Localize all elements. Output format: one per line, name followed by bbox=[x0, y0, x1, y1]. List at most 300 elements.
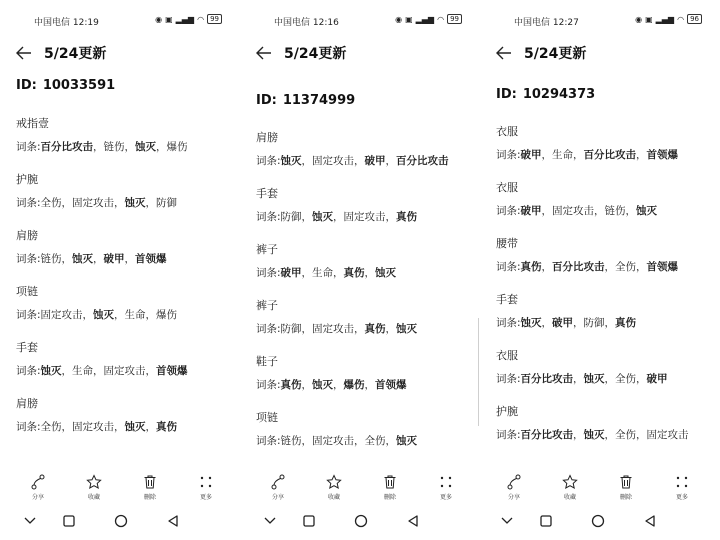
stat-tag: 首领爆 bbox=[646, 149, 679, 161]
stat-tag: 破甲 bbox=[520, 149, 542, 161]
stat-tag: 蚀灭 bbox=[93, 309, 115, 321]
item-stats bbox=[256, 266, 472, 280]
stats-prefix: 词条: bbox=[16, 197, 41, 209]
stat-separator: ， bbox=[364, 379, 376, 391]
stat-tag: 蚀灭 bbox=[312, 211, 334, 223]
list-item bbox=[16, 117, 232, 173]
square-recent-icon[interactable] bbox=[300, 512, 318, 530]
signal-icon: ▂▄▆ bbox=[655, 14, 675, 24]
stat-tag: 全伤 bbox=[615, 429, 637, 441]
more-label: 更多 bbox=[439, 494, 452, 501]
item-list bbox=[16, 117, 232, 453]
stat-separator: ， bbox=[604, 261, 616, 273]
status-icons bbox=[395, 14, 462, 24]
list-item bbox=[256, 131, 472, 187]
item-list bbox=[256, 131, 472, 467]
stat-separator: ， bbox=[604, 373, 616, 385]
stat-tag: 真伤 bbox=[343, 267, 365, 279]
stat-separator: ， bbox=[636, 373, 647, 385]
delete-button[interactable] bbox=[370, 474, 410, 501]
list-item bbox=[16, 229, 232, 285]
stat-separator: ， bbox=[354, 155, 365, 167]
triangle-back-icon[interactable] bbox=[404, 512, 422, 530]
stat-separator: ， bbox=[61, 365, 73, 377]
stat-separator: ， bbox=[333, 379, 344, 391]
bottom-toolbar bbox=[240, 474, 478, 502]
share-icon bbox=[30, 474, 46, 490]
stat-separator: ， bbox=[541, 149, 553, 161]
share-button[interactable] bbox=[18, 474, 58, 501]
list-item bbox=[16, 173, 232, 229]
item-stats bbox=[496, 204, 712, 218]
stat-tag: 蚀灭 bbox=[312, 379, 334, 391]
item-name: 衣服 bbox=[496, 125, 518, 138]
stat-tag: 首领爆 bbox=[156, 365, 188, 377]
share-label: 分享 bbox=[507, 494, 520, 501]
status-bar bbox=[240, 14, 478, 28]
stat-tag: 蚀灭 bbox=[124, 421, 146, 433]
favorite-label: 收藏 bbox=[87, 494, 100, 501]
stat-tag: 真伤 bbox=[364, 323, 386, 335]
stat-separator: ， bbox=[541, 317, 553, 329]
status-bar bbox=[480, 14, 718, 28]
stat-separator: ， bbox=[333, 267, 344, 279]
stat-separator: ， bbox=[145, 309, 157, 321]
stat-separator: ， bbox=[385, 211, 397, 223]
stat-tag: 防御 bbox=[280, 323, 302, 335]
stats-prefix: 词条: bbox=[496, 149, 521, 161]
item-name: 项链 bbox=[16, 285, 38, 298]
nfc-icon: ▣ bbox=[405, 14, 413, 24]
panel-divider bbox=[478, 318, 479, 426]
stat-separator: ， bbox=[573, 149, 584, 161]
item-stats bbox=[256, 322, 472, 336]
stat-separator: ， bbox=[301, 211, 313, 223]
share-button[interactable] bbox=[258, 474, 298, 501]
stat-tag: 固定攻击 bbox=[103, 365, 146, 377]
more-button[interactable] bbox=[426, 474, 466, 501]
stat-separator: ， bbox=[124, 141, 136, 153]
stats-prefix: 词条: bbox=[256, 435, 281, 447]
list-item bbox=[256, 243, 472, 299]
more-label: 更多 bbox=[199, 494, 212, 501]
stat-tag: 链伤 bbox=[40, 253, 62, 265]
item-name: 鞋子 bbox=[256, 355, 278, 368]
header bbox=[14, 42, 106, 64]
stats-prefix: 词条: bbox=[16, 309, 41, 321]
stat-tag: 蚀灭 bbox=[124, 197, 146, 209]
stat-separator: ， bbox=[604, 429, 616, 441]
stat-tag: 全伤 bbox=[615, 373, 637, 385]
stat-separator: ， bbox=[93, 141, 104, 153]
system-navbar bbox=[240, 512, 478, 530]
item-name: 裤子 bbox=[256, 243, 278, 256]
stat-separator: ， bbox=[385, 323, 397, 335]
stat-tag: 全伤 bbox=[615, 261, 637, 273]
delete-label: 删除 bbox=[383, 494, 396, 501]
id-value: 11374999 bbox=[282, 93, 356, 108]
stat-separator: ， bbox=[301, 323, 313, 335]
delete-button[interactable] bbox=[606, 474, 646, 501]
stat-separator: ， bbox=[573, 373, 584, 385]
stat-separator: ， bbox=[145, 197, 157, 209]
stat-tag: 破甲 bbox=[520, 205, 542, 217]
stat-tag: 蚀灭 bbox=[72, 253, 94, 265]
stat-tag: 破甲 bbox=[280, 267, 302, 279]
stat-tag: 首领爆 bbox=[646, 261, 679, 273]
triangle-back-icon[interactable] bbox=[164, 512, 182, 530]
item-stats bbox=[16, 420, 232, 434]
list-item bbox=[496, 349, 712, 405]
stats-prefix: 词条: bbox=[256, 211, 281, 223]
list-item bbox=[496, 181, 712, 237]
stat-tag: 固定攻击 bbox=[40, 309, 83, 321]
item-name: 肩膀 bbox=[16, 397, 38, 410]
system-navbar bbox=[0, 512, 238, 530]
stat-separator: ， bbox=[636, 429, 647, 441]
chevron-down-icon[interactable] bbox=[261, 512, 279, 530]
stat-separator: ， bbox=[573, 317, 584, 329]
stats-prefix: 词条: bbox=[16, 421, 41, 433]
stat-tag: 固定攻击 bbox=[552, 205, 595, 217]
screenshot-panel-3 bbox=[480, 0, 718, 540]
circle-home-icon[interactable] bbox=[112, 512, 130, 530]
item-stats bbox=[256, 154, 472, 168]
stats-prefix: 词条: bbox=[16, 365, 41, 377]
stat-separator: ， bbox=[541, 261, 553, 273]
list-item bbox=[256, 187, 472, 243]
stat-tag: 全伤 bbox=[40, 421, 62, 433]
stat-separator: ， bbox=[114, 421, 125, 433]
item-name: 肩膀 bbox=[256, 131, 278, 144]
more-dots-icon bbox=[674, 474, 690, 490]
stat-tag: 蚀灭 bbox=[520, 317, 542, 329]
star-icon bbox=[562, 474, 578, 490]
stat-tag: 固定攻击 bbox=[646, 429, 689, 441]
list-item bbox=[256, 355, 472, 411]
trash-icon bbox=[142, 474, 158, 490]
nfc-icon: ▣ bbox=[645, 14, 653, 24]
stat-tag: 固定攻击 bbox=[72, 421, 115, 433]
item-stats bbox=[16, 364, 232, 378]
more-dots-icon bbox=[198, 474, 214, 490]
square-recent-icon[interactable] bbox=[60, 512, 78, 530]
status-icons bbox=[635, 14, 702, 24]
stat-tag: 全伤 bbox=[364, 435, 386, 447]
arrow-left-icon[interactable] bbox=[14, 43, 34, 63]
stats-prefix: 词条: bbox=[256, 323, 281, 335]
id-label: ID: bbox=[16, 78, 37, 93]
item-name: 项链 bbox=[256, 411, 278, 424]
share-icon bbox=[270, 474, 286, 490]
list-item bbox=[256, 411, 472, 467]
stat-separator: ， bbox=[114, 197, 125, 209]
page-title: 5/24更新 bbox=[44, 46, 107, 62]
stat-separator: ， bbox=[636, 149, 647, 161]
item-stats bbox=[256, 378, 472, 392]
circle-home-icon[interactable] bbox=[352, 512, 370, 530]
stat-tag: 防御 bbox=[156, 197, 178, 209]
list-item bbox=[496, 405, 712, 461]
stat-tag: 固定攻击 bbox=[343, 211, 386, 223]
stats-prefix: 词条: bbox=[16, 253, 41, 265]
stat-tag: 真伤 bbox=[615, 317, 637, 329]
stat-separator: ， bbox=[385, 435, 397, 447]
list-item bbox=[16, 285, 232, 341]
trash-icon bbox=[382, 474, 398, 490]
stat-tag: 固定攻击 bbox=[312, 155, 355, 167]
stat-separator: ， bbox=[156, 141, 167, 153]
nfc-icon: ▣ bbox=[165, 14, 173, 24]
stat-separator: ， bbox=[145, 365, 157, 377]
stat-tag: 真伤 bbox=[520, 261, 542, 273]
status-icons bbox=[155, 14, 222, 24]
stat-tag: 生命 bbox=[312, 267, 334, 279]
stat-tag: 生命 bbox=[552, 149, 574, 161]
share-label: 分享 bbox=[271, 494, 284, 501]
stats-prefix: 词条: bbox=[256, 379, 281, 391]
list-item bbox=[256, 299, 472, 355]
stat-tag: 破甲 bbox=[552, 317, 574, 329]
stat-tag: 爆伤 bbox=[166, 141, 188, 153]
list-item bbox=[496, 125, 712, 181]
wifi-icon: ◠ bbox=[437, 14, 445, 24]
star-icon bbox=[86, 474, 102, 490]
favorite-button[interactable] bbox=[74, 474, 114, 501]
item-name: 裤子 bbox=[256, 299, 278, 312]
favorite-label: 收藏 bbox=[327, 494, 340, 501]
item-stats bbox=[496, 428, 712, 442]
item-name: 衣服 bbox=[496, 181, 518, 194]
item-stats bbox=[16, 140, 232, 154]
id-value: 10294373 bbox=[522, 87, 596, 102]
stat-separator: ， bbox=[301, 435, 313, 447]
stat-tag: 百分比攻击 bbox=[520, 373, 574, 385]
stat-tag: 固定攻击 bbox=[312, 323, 355, 335]
stat-tag: 爆伤 bbox=[156, 309, 178, 321]
stat-separator: ， bbox=[625, 205, 637, 217]
stat-separator: ， bbox=[354, 323, 365, 335]
item-list bbox=[496, 125, 712, 461]
delete-label: 删除 bbox=[143, 494, 156, 501]
stat-tag: 蚀灭 bbox=[396, 323, 418, 335]
header bbox=[254, 42, 346, 64]
id-line bbox=[256, 93, 361, 108]
item-stats bbox=[496, 372, 712, 386]
stat-separator: ， bbox=[114, 309, 125, 321]
stat-tag: 蚀灭 bbox=[280, 155, 302, 167]
eye-icon: ◉ bbox=[635, 14, 643, 24]
stat-separator: ， bbox=[301, 155, 313, 167]
stat-tag: 真伤 bbox=[156, 421, 178, 433]
stat-separator: ， bbox=[604, 317, 616, 329]
stat-tag: 固定攻击 bbox=[312, 435, 355, 447]
chevron-down-icon[interactable] bbox=[21, 512, 39, 530]
stat-separator: ， bbox=[93, 365, 104, 377]
stats-prefix: 词条: bbox=[256, 267, 281, 279]
stat-separator: ， bbox=[301, 267, 313, 279]
stat-tag: 百分比攻击 bbox=[520, 429, 574, 441]
page-title: 5/24更新 bbox=[284, 46, 347, 62]
list-item bbox=[496, 293, 712, 349]
more-button[interactable] bbox=[186, 474, 226, 501]
stat-tag: 百分比攻击 bbox=[552, 261, 605, 273]
wifi-icon: ◠ bbox=[197, 14, 205, 24]
circle-home-icon[interactable] bbox=[589, 512, 607, 530]
item-name: 手套 bbox=[256, 187, 278, 200]
battery-icon: 99 bbox=[207, 14, 222, 24]
item-name: 腰带 bbox=[496, 237, 518, 250]
stat-separator: ， bbox=[61, 197, 73, 209]
item-stats bbox=[496, 260, 712, 274]
stat-tag: 生命 bbox=[72, 365, 94, 377]
arrow-left-icon[interactable] bbox=[254, 43, 274, 63]
screenshot-panel-1 bbox=[0, 0, 238, 540]
stat-tag: 链伤 bbox=[103, 141, 125, 153]
stat-tag: 百分比攻击 bbox=[40, 141, 94, 153]
stat-separator: ， bbox=[61, 421, 73, 433]
stats-prefix: 词条: bbox=[16, 141, 41, 153]
stat-tag: 爆伤 bbox=[343, 379, 365, 391]
stat-separator: ， bbox=[61, 253, 73, 265]
delete-button[interactable] bbox=[130, 474, 170, 501]
item-name: 手套 bbox=[16, 341, 38, 354]
stat-separator: ， bbox=[541, 205, 553, 217]
favorite-button[interactable] bbox=[314, 474, 354, 501]
stats-prefix: 词条: bbox=[496, 317, 521, 329]
stat-tag: 真伤 bbox=[396, 211, 418, 223]
stat-tag: 蚀灭 bbox=[396, 435, 418, 447]
stat-tag: 蚀灭 bbox=[583, 373, 605, 385]
item-stats bbox=[16, 196, 232, 210]
stat-separator: ， bbox=[93, 253, 104, 265]
header bbox=[494, 42, 586, 64]
stat-tag: 全伤 bbox=[40, 197, 62, 209]
favorite-button[interactable] bbox=[550, 474, 590, 501]
stats-prefix: 词条: bbox=[496, 261, 521, 273]
stat-separator: ， bbox=[385, 155, 397, 167]
stat-separator: ， bbox=[124, 253, 136, 265]
stat-tag: 破甲 bbox=[103, 253, 125, 265]
signal-icon: ▂▄▆ bbox=[415, 14, 435, 24]
system-navbar bbox=[480, 512, 718, 530]
item-stats bbox=[16, 308, 232, 322]
item-stats bbox=[496, 316, 712, 330]
stat-tag: 防御 bbox=[583, 317, 605, 329]
signal-icon: ▂▄▆ bbox=[175, 14, 195, 24]
status-time: 中国电信 12:19 bbox=[34, 18, 99, 28]
stat-tag: 百分比攻击 bbox=[583, 149, 637, 161]
stats-prefix: 词条: bbox=[256, 155, 281, 167]
stat-separator: ， bbox=[301, 379, 313, 391]
stat-tag: 蚀灭 bbox=[636, 205, 658, 217]
more-label: 更多 bbox=[675, 494, 688, 501]
more-dots-icon bbox=[438, 474, 454, 490]
item-name: 手套 bbox=[496, 293, 518, 306]
status-time: 中国电信 12:16 bbox=[274, 18, 339, 28]
status-bar bbox=[0, 14, 238, 28]
item-name: 戒指壹 bbox=[16, 117, 49, 130]
stat-tag: 蚀灭 bbox=[40, 365, 62, 377]
favorite-label: 收藏 bbox=[563, 494, 576, 501]
stat-separator: ， bbox=[594, 205, 605, 217]
stat-separator: ， bbox=[354, 435, 365, 447]
battery-icon: 96 bbox=[687, 14, 702, 24]
id-label: ID: bbox=[256, 93, 277, 108]
bottom-toolbar bbox=[480, 474, 718, 502]
status-time: 中国电信 12:27 bbox=[514, 18, 579, 28]
stats-prefix: 词条: bbox=[496, 373, 521, 385]
stat-tag: 固定攻击 bbox=[72, 197, 115, 209]
eye-icon: ◉ bbox=[395, 14, 403, 24]
id-line bbox=[496, 87, 601, 102]
stat-separator: ， bbox=[636, 261, 647, 273]
item-name: 衣服 bbox=[496, 349, 518, 362]
stat-tag: 蚀灭 bbox=[135, 141, 157, 153]
page-title: 5/24更新 bbox=[524, 46, 587, 62]
square-recent-icon[interactable] bbox=[537, 512, 555, 530]
delete-label: 删除 bbox=[619, 494, 632, 501]
stats-prefix: 词条: bbox=[496, 205, 521, 217]
list-item bbox=[16, 341, 232, 397]
stat-separator: ， bbox=[364, 267, 376, 279]
item-stats bbox=[496, 148, 712, 162]
bottom-toolbar bbox=[0, 474, 238, 502]
stat-tag: 首领爆 bbox=[135, 253, 167, 265]
item-stats bbox=[16, 252, 232, 266]
star-icon bbox=[326, 474, 342, 490]
item-name: 护腕 bbox=[16, 173, 38, 186]
chevron-down-icon[interactable] bbox=[498, 512, 516, 530]
triangle-back-icon[interactable] bbox=[641, 512, 659, 530]
item-stats bbox=[256, 434, 472, 448]
share-button[interactable] bbox=[494, 474, 534, 501]
stat-tag: 链伤 bbox=[604, 205, 626, 217]
item-name: 肩膀 bbox=[16, 229, 38, 242]
id-label: ID: bbox=[496, 87, 517, 102]
wifi-icon: ◠ bbox=[677, 14, 685, 24]
eye-icon: ◉ bbox=[155, 14, 163, 24]
stat-tag: 破甲 bbox=[646, 373, 668, 385]
id-value: 10033591 bbox=[42, 78, 116, 93]
share-icon bbox=[506, 474, 522, 490]
item-stats bbox=[256, 210, 472, 224]
battery-icon: 99 bbox=[447, 14, 462, 24]
id-line bbox=[16, 78, 121, 93]
stat-tag: 链伤 bbox=[280, 435, 302, 447]
list-item bbox=[16, 397, 232, 453]
list-item bbox=[496, 237, 712, 293]
item-name: 护腕 bbox=[496, 405, 518, 418]
stat-tag: 生命 bbox=[124, 309, 146, 321]
stat-tag: 百分比攻击 bbox=[396, 155, 449, 167]
more-button[interactable] bbox=[662, 474, 702, 501]
stat-separator: ， bbox=[333, 211, 344, 223]
screenshot-panel-2 bbox=[240, 0, 478, 540]
stat-separator: ， bbox=[573, 429, 584, 441]
stat-tag: 真伤 bbox=[280, 379, 302, 391]
stat-tag: 首领爆 bbox=[375, 379, 407, 391]
stat-tag: 防御 bbox=[280, 211, 302, 223]
stat-tag: 蚀灭 bbox=[375, 267, 397, 279]
stat-tag: 蚀灭 bbox=[583, 429, 605, 441]
share-label: 分享 bbox=[31, 494, 44, 501]
stats-prefix: 词条: bbox=[496, 429, 521, 441]
arrow-left-icon[interactable] bbox=[494, 43, 514, 63]
stat-separator: ， bbox=[82, 309, 94, 321]
stat-separator: ， bbox=[145, 421, 157, 433]
trash-icon bbox=[618, 474, 634, 490]
